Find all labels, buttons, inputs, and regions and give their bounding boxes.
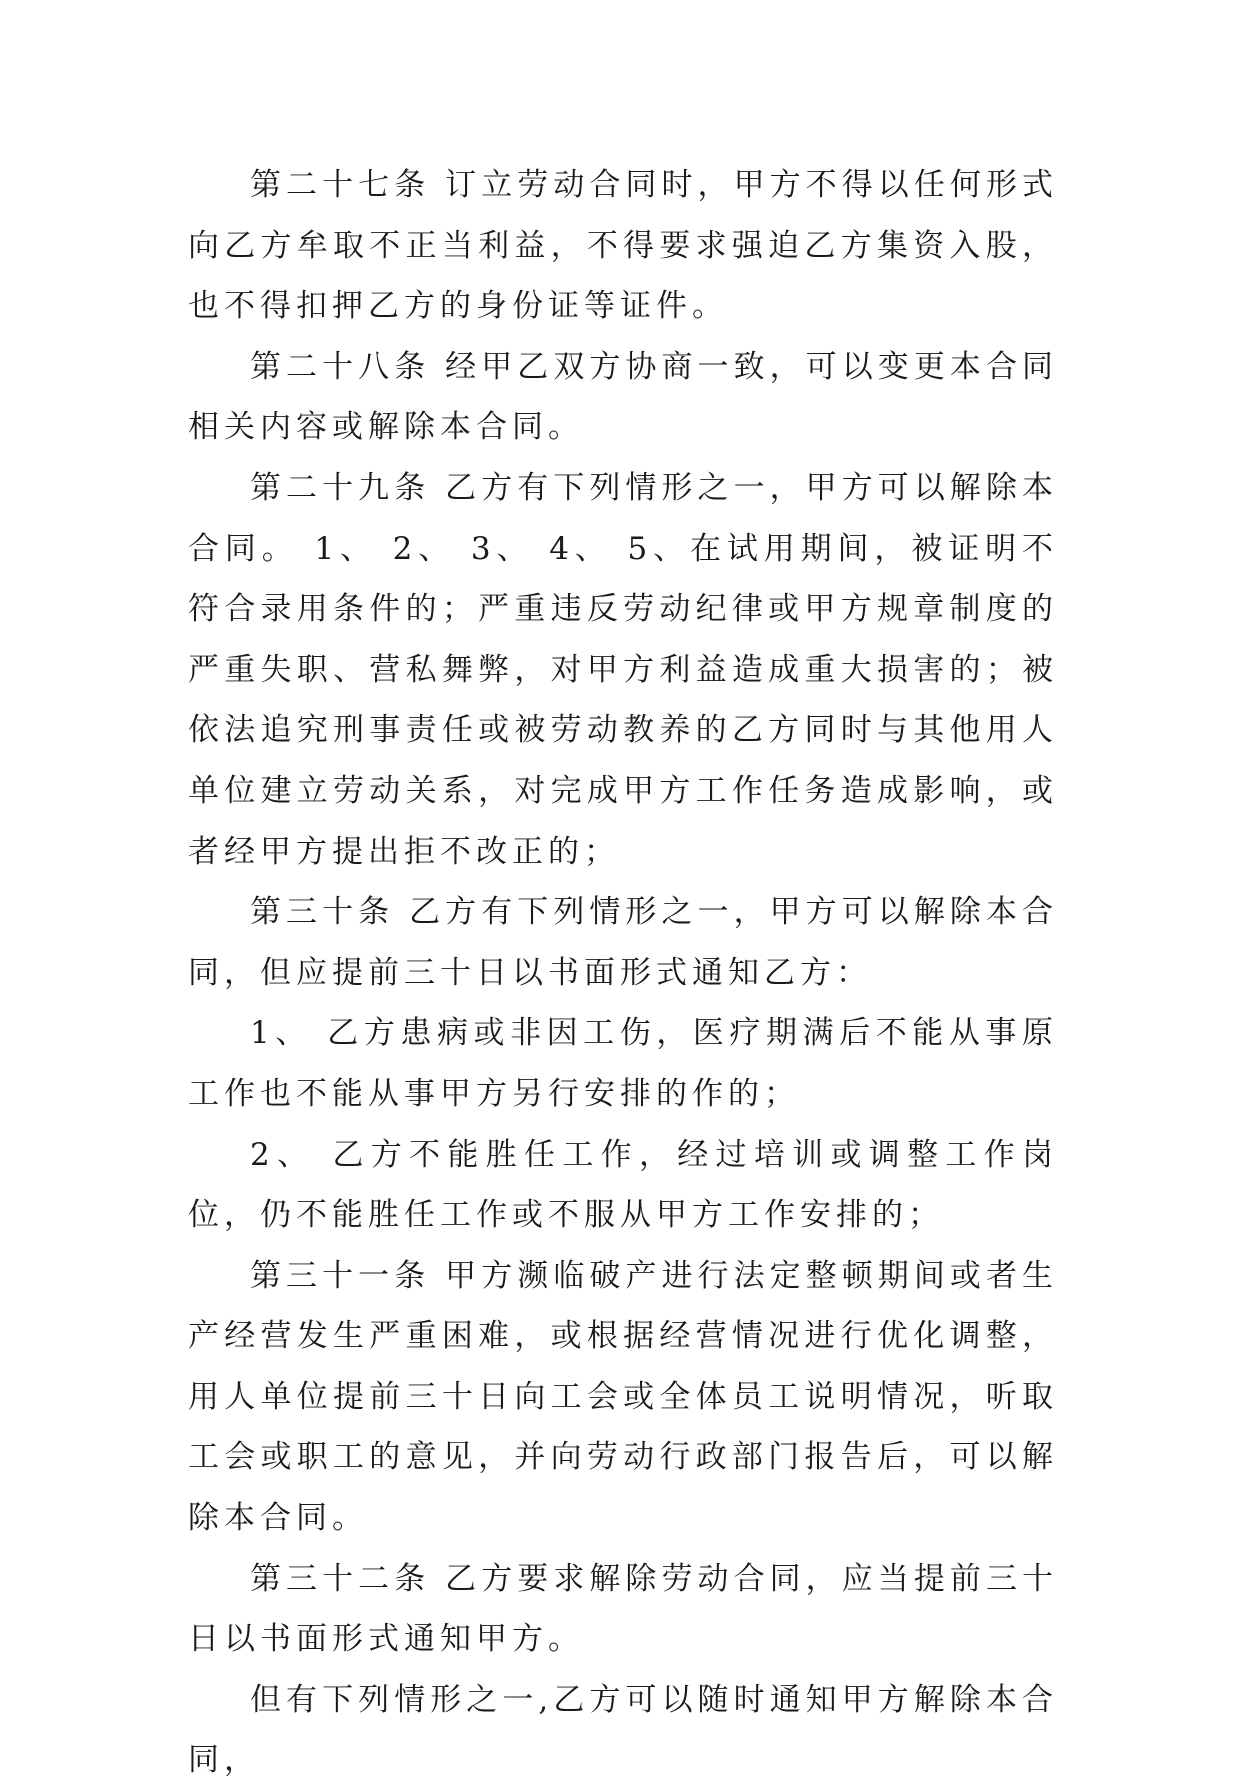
article-31-paragraph: 第三十一条 甲方濒临破产进行法定整顿期间或者生产经营发生严重困难，或根据经营情况进行优化调整，用人单位提前三十日向工会或全体员工说明情况，听取工会或职工的意见，并向劳动行政部门报告后，可以解除本合同。 bbox=[188, 1257, 1058, 1537]
article-30-item-2: 2、 乙方不能胜任工作，经过培训或调整工作岗位，仍不能胜任工作或不服从甲方工作安排的； bbox=[188, 1136, 1058, 1234]
article-32-exception-paragraph: 但有下列情形之一,乙方可以随时通知甲方解除本合同， bbox=[188, 1681, 1058, 1779]
article-32-paragraph: 第三十二条 乙方要求解除劳动合同，应当提前三十日以书面形式通知甲方。 bbox=[188, 1560, 1058, 1658]
article-28-paragraph: 第二十八条 经甲乙双方协商一致，可以变更本合同相关内容或解除本合同。 bbox=[188, 348, 1058, 446]
document-page bbox=[188, 155, 1058, 1791]
article-27-paragraph: 第二十七条 订立劳动合同时，甲方不得以任何形式向乙方牟取不正当利益，不得要求强迫乙方集资入股，也不得扣押乙方的身份证等证件。 bbox=[188, 167, 1058, 325]
article-30-paragraph: 第三十条 乙方有下列情形之一，甲方可以解除本合同，但应提前三十日以书面形式通知乙方： bbox=[188, 894, 1058, 991]
article-30-item-1: 1、 乙方患病或非因工伤，医疗期满后不能从事原工作也不能从事甲方另行安排的作的； bbox=[188, 1015, 1058, 1112]
article-29-paragraph: 第二十九条 乙方有下列情形之一，甲方可以解除本合同。 1、 2、 3、 4、 5、在试用期间，被证明不符合录用条件的；严重违反劳动纪律或甲方规章制度的严重失职、营私舞弊，对甲方利益造成重大损害的；被依法追究刑事责任或被劳动教养的乙方同时与其他用人单位建立劳动关系，对完成甲方工作任务造成影响，或者经甲方提出拒不改正的； bbox=[188, 469, 1058, 870]
